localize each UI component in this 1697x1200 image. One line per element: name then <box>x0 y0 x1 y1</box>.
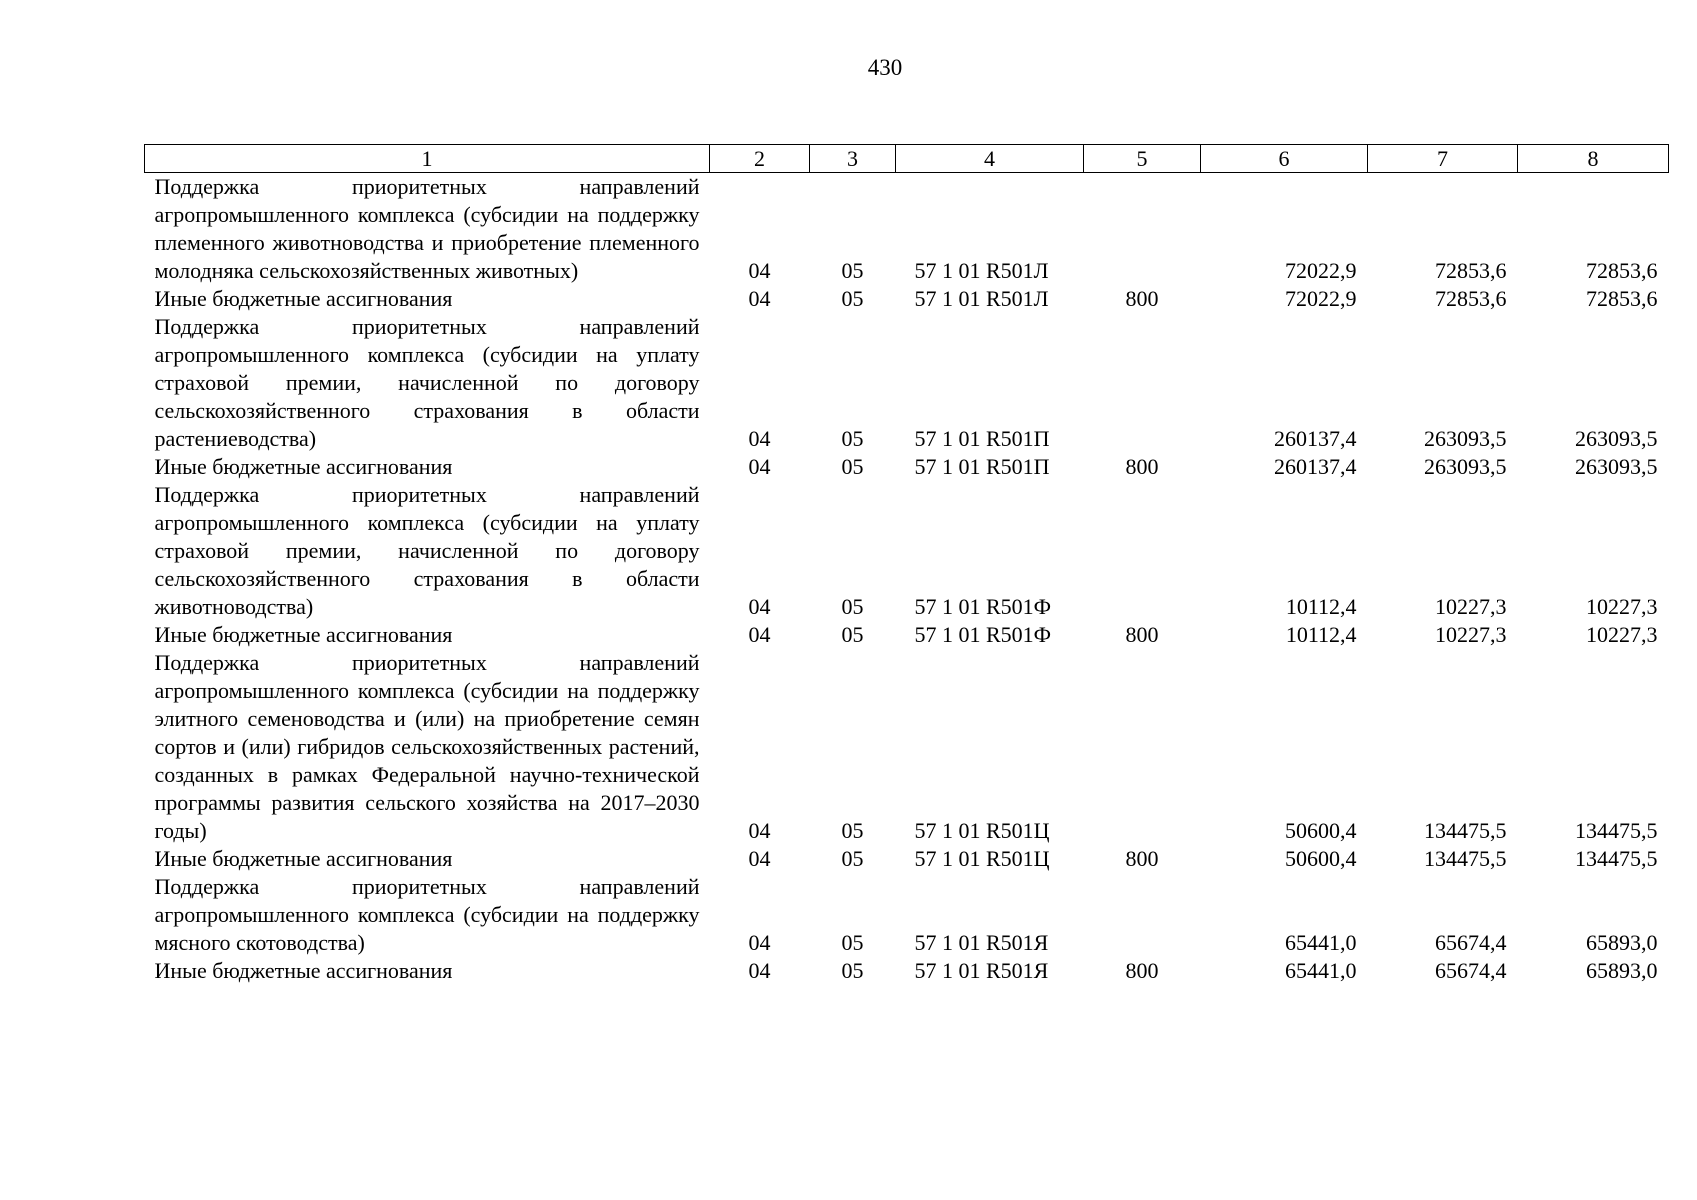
row-amount-2: 72853,6 <box>1435 258 1507 283</box>
row-expense-type <box>1084 649 1201 845</box>
column-header-1: 1 <box>145 145 710 173</box>
row-amount-2: 65674,4 <box>1435 930 1507 955</box>
row-target-code: 57 1 01 R501Л <box>914 286 1049 311</box>
row-expense-type <box>1084 313 1201 453</box>
row-subsection: 05 <box>841 818 864 843</box>
row-amount-3: 72853,6 <box>1586 258 1658 283</box>
row-subsection: 05 <box>841 846 864 871</box>
column-header-6: 6 <box>1201 145 1368 173</box>
column-header-3: 3 <box>810 145 896 173</box>
row-description: Поддержка приоритетных направлений агропромышленного комплекса (субсидии на поддержку племенного животноводства и приобретение племенного молодняка сельскохозяйственных животных) <box>154 174 700 283</box>
row-amount-3: 263093,5 <box>1575 426 1658 451</box>
row-amount-3: 10227,3 <box>1586 622 1658 647</box>
table-row <box>145 453 1669 481</box>
row-amount-3: 65893,0 <box>1586 958 1658 983</box>
row-amount-3: 72853,6 <box>1586 286 1658 311</box>
row-section: 04 <box>748 426 771 451</box>
row-subsection: 05 <box>841 622 864 647</box>
row-target-code: 57 1 01 R501Я <box>914 930 1049 955</box>
row-expense-type: 800 <box>1125 846 1159 871</box>
table-row <box>145 285 1669 313</box>
row-section: 04 <box>748 258 771 283</box>
row-amount-1: 50600,4 <box>1285 818 1357 843</box>
row-subsection: 05 <box>841 594 864 619</box>
column-header-4: 4 <box>896 145 1084 173</box>
row-amount-3: 134475,5 <box>1575 846 1658 871</box>
table-row <box>145 313 1669 453</box>
row-amount-1: 260137,4 <box>1274 454 1357 479</box>
row-amount-1: 10112,4 <box>1285 594 1357 619</box>
row-amount-2: 263093,5 <box>1424 426 1507 451</box>
row-description: Иные бюджетные ассигнования <box>154 454 453 479</box>
row-subsection: 05 <box>841 930 864 955</box>
row-amount-2: 10227,3 <box>1435 622 1507 647</box>
table-row <box>145 481 1669 621</box>
row-target-code: 57 1 01 R501Ф <box>914 594 1052 619</box>
row-amount-1: 260137,4 <box>1274 426 1357 451</box>
row-description: Иные бюджетные ассигнования <box>154 286 453 311</box>
row-section: 04 <box>748 846 771 871</box>
row-expense-type: 800 <box>1125 454 1159 479</box>
row-section: 04 <box>748 594 771 619</box>
row-target-code: 57 1 01 R501Л <box>914 258 1049 283</box>
column-header-8: 8 <box>1518 145 1669 173</box>
row-expense-type <box>1084 873 1201 957</box>
row-amount-3: 263093,5 <box>1575 454 1658 479</box>
table-row <box>145 873 1669 957</box>
row-amount-1: 10112,4 <box>1285 622 1357 647</box>
row-section: 04 <box>748 454 771 479</box>
page-number: 430 <box>867 55 903 80</box>
row-amount-1: 72022,9 <box>1285 286 1357 311</box>
row-subsection: 05 <box>841 258 864 283</box>
header-row <box>145 145 1669 173</box>
row-subsection: 05 <box>841 426 864 451</box>
row-section: 04 <box>748 818 771 843</box>
table-row <box>145 649 1669 845</box>
row-subsection: 05 <box>841 454 864 479</box>
row-description: Поддержка приоритетных направлений агропромышленного комплекса (субсидии на уплату страховой премии, начисленной по договору сельскохозяйственного страхования в области животноводства) <box>154 482 700 619</box>
row-amount-3: 134475,5 <box>1575 818 1658 843</box>
row-expense-type <box>1084 481 1201 621</box>
table-row <box>145 621 1669 649</box>
row-amount-3: 65893,0 <box>1586 930 1658 955</box>
row-expense-type <box>1084 173 1201 286</box>
table-body <box>145 173 1669 986</box>
row-target-code: 57 1 01 R501Ф <box>914 622 1052 647</box>
row-section: 04 <box>748 958 771 983</box>
row-amount-1: 72022,9 <box>1285 258 1357 283</box>
row-expense-type: 800 <box>1125 958 1159 983</box>
table-row <box>145 173 1669 286</box>
row-description: Поддержка приоритетных направлений агропромышленного комплекса (субсидии на уплату страховой премии, начисленной по договору сельскохозяйственного страхования в области растениеводства) <box>154 314 700 451</box>
row-amount-2: 65674,4 <box>1435 958 1507 983</box>
row-section: 04 <box>748 286 771 311</box>
row-target-code: 57 1 01 R501Ц <box>914 846 1050 871</box>
row-expense-type: 800 <box>1125 286 1159 311</box>
row-amount-3: 10227,3 <box>1586 594 1658 619</box>
row-amount-2: 134475,5 <box>1424 846 1507 871</box>
column-header-5: 5 <box>1084 145 1201 173</box>
row-amount-1: 65441,0 <box>1285 958 1357 983</box>
row-description: Иные бюджетные ассигнования <box>154 622 453 647</box>
row-amount-2: 72853,6 <box>1435 286 1507 311</box>
row-expense-type: 800 <box>1125 622 1159 647</box>
budget-table <box>144 144 1669 985</box>
row-target-code: 57 1 01 R501П <box>914 454 1050 479</box>
row-amount-2: 10227,3 <box>1435 594 1507 619</box>
row-description: Поддержка приоритетных направлений агропромышленного комплекса (субсидии на поддержку мясного скотоводства) <box>154 874 700 955</box>
row-subsection: 05 <box>841 286 864 311</box>
row-description: Иные бюджетные ассигнования <box>154 958 453 983</box>
row-section: 04 <box>748 930 771 955</box>
row-amount-2: 263093,5 <box>1424 454 1507 479</box>
row-target-code: 57 1 01 R501Я <box>914 958 1049 983</box>
table-header <box>145 145 1669 173</box>
row-description: Иные бюджетные ассигнования <box>154 846 453 871</box>
row-section: 04 <box>748 622 771 647</box>
row-target-code: 57 1 01 R501П <box>914 426 1050 451</box>
row-amount-1: 65441,0 <box>1285 930 1357 955</box>
column-header-7: 7 <box>1368 145 1518 173</box>
row-amount-2: 134475,5 <box>1424 818 1507 843</box>
table-row <box>145 845 1669 873</box>
row-amount-1: 50600,4 <box>1285 846 1357 871</box>
row-description: Поддержка приоритетных направлений агропромышленного комплекса (субсидии на поддержку элитного семеноводства и (или) на приобретение семян сортов и (или) гибридов сельскохозяйственных растений, созданных в рамках Федеральной научно-технической программы развития сельского хозяйства на 2017–2030 годы) <box>154 650 700 843</box>
column-header-2: 2 <box>710 145 810 173</box>
row-target-code: 57 1 01 R501Ц <box>914 818 1050 843</box>
row-subsection: 05 <box>841 958 864 983</box>
table-row <box>145 957 1669 985</box>
